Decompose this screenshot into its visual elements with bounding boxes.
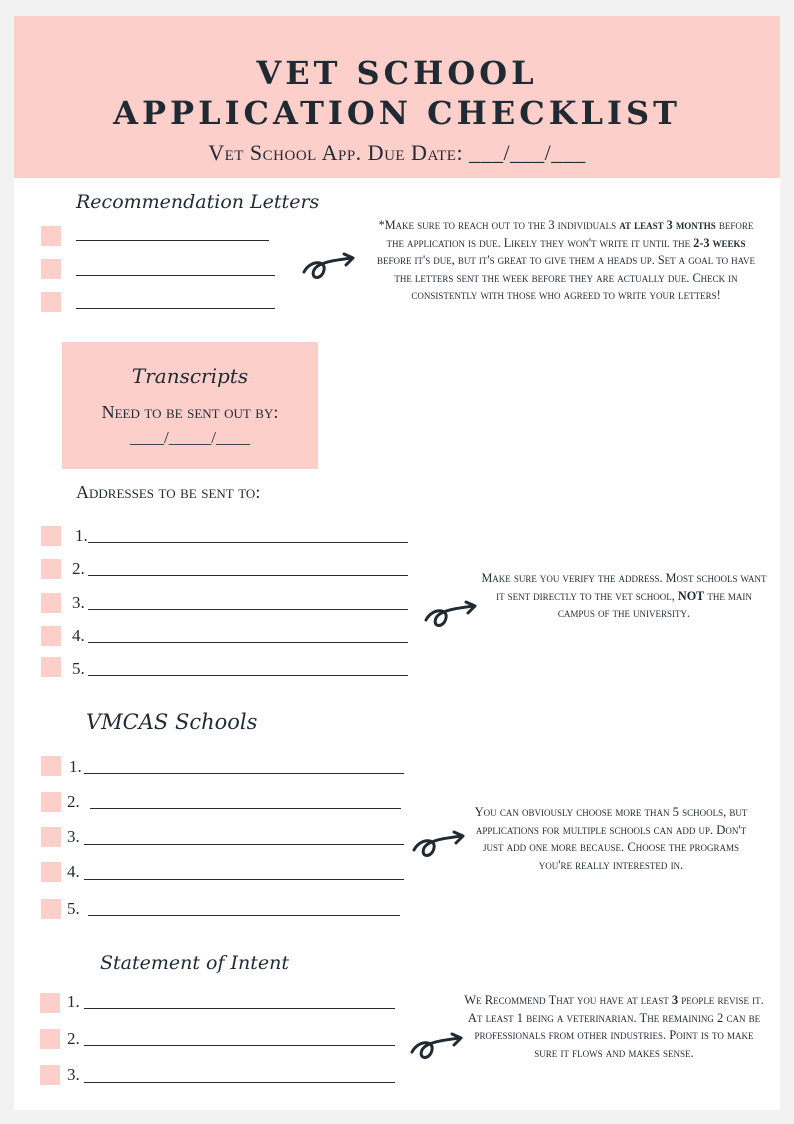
vmcas-number-5: 5. <box>67 899 80 918</box>
vmcas-checkbox-1[interactable] <box>41 756 61 776</box>
transcripts-box <box>62 342 318 469</box>
vmcas-checkbox-2[interactable] <box>41 792 61 812</box>
address-blank-1[interactable] <box>88 542 408 543</box>
vmcas-blank-5[interactable] <box>88 915 400 916</box>
recommendation-blank-2[interactable] <box>76 275 275 276</box>
vmcas-blank-2[interactable] <box>90 808 401 809</box>
recommendation-checkbox-2[interactable] <box>41 259 61 279</box>
title-line-1: VET SCHOOL <box>256 54 538 92</box>
address-checkbox-4[interactable] <box>41 626 61 646</box>
address-number-1: 1. <box>75 526 88 545</box>
title-line-2: APPLICATION CHECKLIST <box>113 94 681 132</box>
vmcas-blank-3[interactable] <box>84 844 404 845</box>
vmcas-checkbox-3[interactable] <box>41 827 61 847</box>
vmcas-number-3: 3. <box>67 827 80 846</box>
transcripts-deadline-blank[interactable]: ____/_____/____ <box>130 428 250 447</box>
curly-arrow-icon <box>408 1032 468 1064</box>
vmcas-number-1: 1. <box>69 757 82 776</box>
statement-number-3: 3. <box>67 1065 80 1084</box>
address-number-5: 5. <box>72 659 85 678</box>
statement-blank-1[interactable] <box>84 1008 395 1009</box>
recommendation-heading: Recommendation Letters <box>76 191 320 213</box>
vmcas-checkbox-4[interactable] <box>41 862 61 882</box>
recommendation-blank-1[interactable] <box>76 240 269 241</box>
curly-arrow-icon <box>410 830 470 862</box>
statement-heading: Statement of Intent <box>100 952 290 974</box>
recommendation-checkbox-3[interactable] <box>41 292 61 312</box>
address-number-4: 4. <box>72 626 85 645</box>
recommendation-checkbox-1[interactable] <box>41 226 61 246</box>
checklist-page <box>14 16 780 1110</box>
addresses-heading: Addresses to be sent to: <box>76 482 261 502</box>
address-checkbox-1[interactable] <box>41 526 61 546</box>
statement-blank-2[interactable] <box>84 1045 395 1046</box>
vmcas-blank-1[interactable] <box>84 773 404 774</box>
curly-arrow-icon <box>300 252 360 284</box>
vmcas-heading: VMCAS Schools <box>86 710 258 734</box>
header-banner <box>14 16 780 178</box>
address-number-3: 3. <box>72 593 85 612</box>
vmcas-number-2: 2. <box>67 792 80 811</box>
address-checkbox-3[interactable] <box>41 593 61 613</box>
vmcas-blank-4[interactable] <box>84 879 404 880</box>
transcripts-heading: Transcripts <box>131 364 249 388</box>
vmcas-number-4: 4. <box>67 862 80 881</box>
due-date-line: Vet School App. Due Date: ___/___/___ <box>208 140 586 165</box>
statement-blank-3[interactable] <box>84 1082 395 1083</box>
address-number-2: 2. <box>72 559 85 578</box>
statement-number-1: 1. <box>67 992 80 1011</box>
addresses-note: Make sure you verify the address. Most schools want it sent directly to the vet school, NOT the main campus of the university. <box>481 571 767 620</box>
address-checkbox-2[interactable] <box>41 559 61 579</box>
statement-number-2: 2. <box>67 1029 80 1048</box>
statement-note: We Recommend That you have at least 3 people revise it. At least 1 being a veterinarian. The remaining 2 can be professionals from other industries. Point is to make sure it flows and makes sense. <box>464 993 764 1060</box>
statement-checkbox-1[interactable] <box>40 993 60 1013</box>
curly-arrow-icon <box>422 600 482 632</box>
address-blank-4[interactable] <box>88 642 408 643</box>
recommendation-note: *Make sure to reach out to the 3 individuals at least 3 months before the application is due. Likely they won't write it until the 2-3 weeks before it's due, but it's great to give them a heads up. Set a goal to have the letters sent the week before they are actually due. Check in consistently with those who agreed to write your letters! <box>376 218 755 302</box>
statement-checkbox-2[interactable] <box>40 1029 60 1049</box>
address-blank-3[interactable] <box>88 609 408 610</box>
address-blank-2[interactable] <box>88 575 408 576</box>
transcripts-deadline-label: Need to be sent out by: <box>101 402 279 422</box>
address-blank-5[interactable] <box>88 675 408 676</box>
vmcas-checkbox-5[interactable] <box>41 899 61 919</box>
vmcas-note: You can obviously choose more than 5 schools, but applications for multiple schools can add up. Don't just add one more because. Choose the programs you're really interested in. <box>474 805 748 872</box>
statement-checkbox-3[interactable] <box>40 1065 60 1085</box>
recommendation-blank-3[interactable] <box>76 308 275 309</box>
address-checkbox-5[interactable] <box>41 657 61 677</box>
